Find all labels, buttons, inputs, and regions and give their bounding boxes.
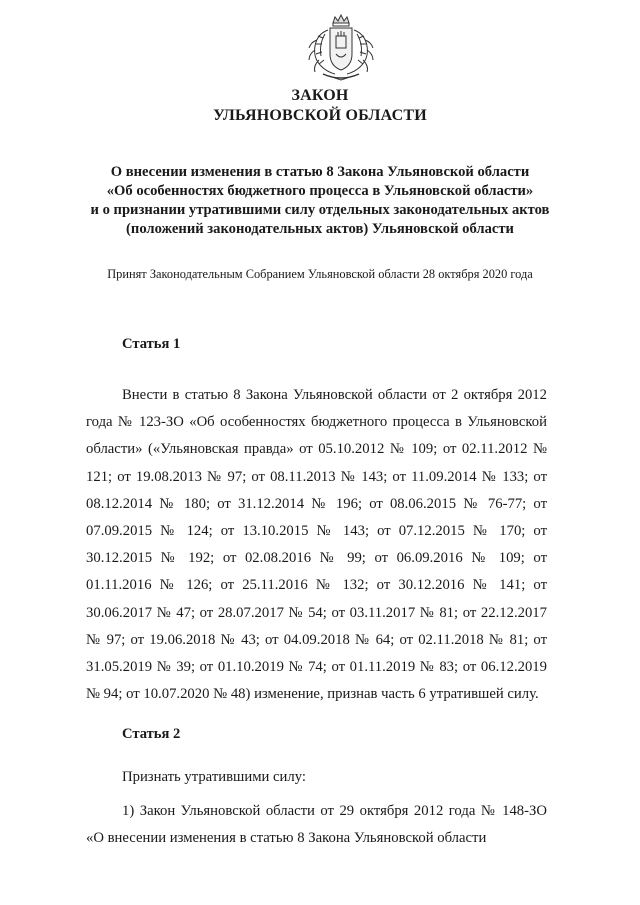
- article-2-heading: Статья 2: [122, 726, 181, 742]
- adoption-note: Принят Законодательным Собранием Ульяновской области 28 октября 2020 года: [107, 267, 533, 281]
- subject-line: и о признании утратившими силу отдельных законодательных актов: [90, 202, 550, 218]
- subject-line: О внесении изменения в статью 8 Закона Ульяновской области: [110, 164, 530, 180]
- law-word: ЗАКОН: [291, 87, 349, 104]
- subject-line: (положений законодательных актов) Ульяновской области: [126, 221, 514, 237]
- coat-of-arms-emblem: [303, 14, 379, 84]
- article-2-item-1: 1) Закон Ульяновской области от 29 октября 2012 года № 148-ЗО «О внесении изменения в статью 8 Закона Ульяновской области: [86, 803, 547, 847]
- law-title: [0, 86, 640, 126]
- article-1-text: Внести в статью 8 Закона Ульяновской области от 2 октября 2012 года № 123-ЗО «Об особенностях бюджетного процесса в Ульяновской области» («Ульяновская правда» от 05.10.2012 № 109; от 02.11.2012 № 121; от 19.08.2013 № 97; от 08.11.2013 № 143; от 11.09.2014 № 133; от 08.12.2014 № 180; от 31.12.2014 № 196; от 08.06.2015 № 76-77; от 07.09.2015 № 124; от 13.10.2015 № 143; от 07.12.2015 № 170; от 30.12.2015 № 192; от 02.08.2016 № 99; от 06.09.2016 № 109; от 01.11.2016 № 126; от 25.11.2016 № 132; от 30.12.2016 № 141; от 30.06.2017 № 47; от 28.07.2017 № 54; от 03.11.2017 № 81; от 22.12.2017 № 97; от 19.06.2018 № 43; от 04.09.2018 № 64; от 02.11.2018 № 81; от 31.05.2019 № 39; от 01.10.2019 № 74; от 01.11.2019 № 83; от 06.12.2019 № 94; от 10.07.2020 № 48) изменение, признав часть 6 утратившей силу.: [86, 387, 547, 703]
- law-subject: [0, 163, 640, 239]
- subject-line: «Об особенностях бюджетного процесса в Ульяновской области»: [106, 183, 534, 199]
- article-2-intro: Признать утратившими силу:: [122, 769, 306, 785]
- law-region: УЛЬЯНОВСКОЙ ОБЛАСТИ: [213, 107, 427, 124]
- article-1-heading: Статья 1: [122, 336, 181, 352]
